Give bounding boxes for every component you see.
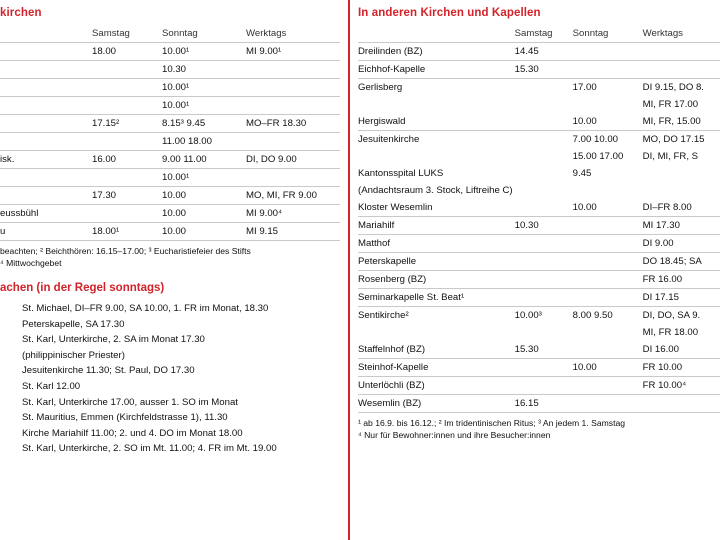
table-row (0, 223, 340, 241)
cell-sonntag: 10.00 (162, 187, 246, 205)
cell-samstag (515, 131, 573, 149)
cell-werktags: MI 9.00⁴ (246, 205, 340, 223)
cell-werktags: MI, FR 17.00 (642, 99, 699, 110)
cell-samstag (92, 169, 162, 187)
cell-sonntag (573, 271, 643, 289)
table-row (358, 199, 720, 217)
list-item: St. Karl, Unterkirche 17.00, ausser 1. SO im Monat (22, 396, 238, 408)
list-item: Jesuitenkirche 11.30; St. Paul, DO 17.30 (22, 365, 195, 377)
left-footnote-2: ⁴ Mittwochgebet (0, 257, 62, 268)
left-section-title: kirchen (0, 7, 42, 19)
cell-samstag (515, 289, 573, 307)
cell-sonntag: 9.45 (572, 168, 592, 179)
list-item: (philippinischer Priester) (22, 349, 125, 361)
cell-werktags: FR 16.00 (643, 271, 720, 289)
col-header-samstag: Samstag (515, 26, 573, 43)
table-row (0, 43, 340, 61)
cell-samstag: 17.15² (92, 115, 162, 133)
cell-werktags: MI, FR 18.00 (642, 327, 699, 338)
table-row (0, 79, 340, 97)
cell-werktags (643, 61, 720, 79)
col-header-church (358, 26, 515, 43)
cell-werktags: MI 9.15 (246, 223, 340, 241)
cell-werktags: DI, DO 9.00 (246, 151, 340, 169)
table-row (358, 113, 720, 131)
cell-church: Seminarkapelle St. Beat¹ (358, 289, 515, 307)
table-row (358, 79, 720, 97)
cell-samstag: 18.00 (92, 43, 162, 61)
cell-werktags (643, 182, 720, 199)
cell-werktags: MO–FR 18.30 (246, 115, 340, 133)
cell-sonntag: 10.00¹ (162, 169, 246, 187)
cell-sonntag (573, 182, 643, 199)
cell-church (358, 96, 515, 113)
cell-sonntag: 10.30 (162, 61, 246, 79)
table-row (0, 205, 340, 223)
cell-werktags (246, 97, 340, 115)
cell-sonntag: 10.00 (573, 199, 643, 217)
cell-werktags: DI 9.00 (643, 235, 720, 253)
cell-werktags: DI, DO, SA 9. (642, 310, 701, 321)
cell-sonntag (573, 96, 643, 113)
col-header-samstag: Samstag (92, 26, 162, 43)
list-item: Peterskapelle, SA 17.30 (22, 318, 125, 330)
cell-werktags: DI 16.00 (643, 341, 720, 359)
cell-samstag (515, 324, 573, 341)
cell-church: Hergiswald (358, 113, 515, 131)
cell-werktags: DI 9.15, DO 8. (642, 82, 704, 93)
table-row (358, 307, 720, 325)
col-header-sonntag: Sonntag (573, 26, 643, 43)
cell-werktags: DI–FR 8.00 (643, 199, 720, 217)
cell-samstag (515, 199, 573, 217)
cell-samstag (515, 79, 573, 97)
cell-werktags: FR 10.00 (643, 359, 720, 377)
list-item: St. Mauritius, Emmen (Kirchfeldstrasse 1), 11.30 (22, 412, 228, 424)
left-services-list (0, 301, 340, 457)
cell-sonntag: 9.00 11.00 (162, 151, 246, 169)
table-row (358, 377, 720, 395)
cell-sonntag: 10.00¹ (162, 97, 246, 115)
cell-werktags: MO, DO 17.15 (642, 134, 705, 145)
cell-sonntag (573, 377, 643, 395)
left-column (0, 0, 346, 457)
cell-sonntag (573, 235, 643, 253)
left-services-title: achen (in der Regel sonntags) (0, 282, 165, 294)
cell-samstag (515, 253, 573, 271)
table-row (358, 359, 720, 377)
cell-sonntag: 17.00 (572, 82, 597, 93)
left-footnotes (0, 241, 340, 269)
cell-church: Gerlisberg (358, 82, 403, 93)
table-row (0, 115, 340, 133)
cell-samstag: 15.30 (515, 341, 573, 359)
cell-samstag (92, 97, 162, 115)
table-row (358, 43, 720, 61)
col-header-church (0, 26, 92, 43)
col-header-sonntag: Sonntag (162, 26, 246, 43)
cell-werktags (246, 133, 340, 151)
cell-werktags (643, 43, 720, 61)
cell-church (0, 169, 92, 187)
table-row (0, 61, 340, 79)
cell-church: Rosenberg (BZ) (358, 271, 515, 289)
table-row (358, 235, 720, 253)
cell-werktags: DO 18.45; SA (643, 253, 720, 271)
list-item: Kirche Mariahilf 11.00; 2. und 4. DO im Monat 18.00 (22, 427, 243, 439)
cell-werktags (643, 165, 720, 182)
cell-church: Staffelnhof (BZ) (358, 341, 515, 359)
cell-sonntag (573, 341, 643, 359)
cell-sonntag: 15.00 17.00 (572, 151, 624, 162)
list-item: St. Karl 12.00 (22, 380, 81, 392)
cell-samstag (92, 61, 162, 79)
cell-samstag (515, 148, 573, 165)
cell-church: (Andachtsraum 3. Stock, Liftreihe C) (358, 185, 513, 196)
table-row (0, 151, 340, 169)
right-footnote-1: ¹ ab 16.9. bis 16.12.; ² Im tridentinischen Ritus; ³ An jedem 1. Samstag (358, 418, 626, 428)
cell-church: Dreilinden (BZ) (358, 43, 515, 61)
cell-samstag: 16.00 (92, 151, 162, 169)
cell-church: isk. (0, 151, 92, 169)
cell-samstag (515, 271, 573, 289)
cell-sonntag: 7.00 10.00 (572, 134, 618, 145)
table-header-row (358, 26, 720, 43)
cell-werktags: MI, FR, 15.00 (643, 113, 720, 131)
cell-church: Wesemlin (BZ) (358, 395, 515, 413)
cell-sonntag: 8.00 9.50 (572, 310, 613, 321)
table-row (0, 187, 340, 205)
cell-church: Eichhof-Kapelle (358, 61, 515, 79)
cell-church: Kloster Wesemlin (358, 199, 515, 217)
cell-werktags (643, 395, 720, 413)
table-row (0, 133, 340, 151)
table-row (358, 324, 720, 341)
cell-werktags: FR 10.00⁴ (643, 377, 720, 395)
table-row (358, 182, 720, 199)
cell-samstag (515, 235, 573, 253)
cell-church (0, 79, 92, 97)
list-item: St. Karl, Unterkirche, 2. SO im Mt. 11.00; 4. FR im Mt. 19.00 (22, 443, 277, 455)
cell-samstag (92, 133, 162, 151)
table-row (358, 131, 720, 149)
cell-samstag: 17.30 (92, 187, 162, 205)
cell-church (0, 97, 92, 115)
cell-church: Matthof (358, 235, 515, 253)
cell-samstag (515, 165, 573, 182)
table-header-row (0, 26, 340, 43)
col-header-werktags: Werktags (246, 26, 340, 43)
cell-sonntag: 10.00 (573, 359, 643, 377)
cell-sonntag: 10.00¹ (162, 79, 246, 97)
table-row (0, 169, 340, 187)
cell-sonntag (573, 253, 643, 271)
table-row (358, 395, 720, 413)
table-row (358, 341, 720, 359)
cell-church (358, 324, 515, 341)
cell-werktags (246, 61, 340, 79)
left-footnote-1: beachten; ² Beichthören: 16.15–17.00; ³ Eucharistiefeier des Stifts (0, 246, 251, 256)
cell-church: Unterlöchli (BZ) (358, 377, 515, 395)
table-row (0, 97, 340, 115)
cell-werktags: DI 17.15 (643, 289, 720, 307)
cell-werktags: MO, MI, FR 9.00 (246, 187, 340, 205)
cell-church (0, 133, 92, 151)
cell-werktags: MI 17.30 (643, 217, 720, 235)
cell-sonntag (573, 43, 643, 61)
cell-samstag (515, 377, 573, 395)
list-item: St. Michael, DI–FR 9.00, SA 10.00, 1. FR im Monat, 18.30 (22, 303, 269, 314)
table-row (358, 61, 720, 79)
cell-church: Sentikirche² (358, 310, 409, 321)
list-item: St. Karl, Unterkirche, 2. SA im Monat 17.30 (22, 334, 205, 346)
cell-sonntag: 11.00 18.00 (162, 133, 246, 151)
col-header-werktags: Werktags (643, 26, 720, 43)
cell-church: Jesuitenkirche (358, 134, 420, 145)
cell-sonntag (573, 217, 643, 235)
table-row (358, 165, 720, 182)
cell-sonntag (573, 324, 643, 341)
cell-samstag: 10.00³ (514, 310, 542, 321)
right-section-title: In anderen Kirchen und Kapellen (358, 7, 541, 19)
table-row (358, 148, 720, 165)
cell-church: Peterskapelle (358, 253, 515, 271)
cell-samstag (92, 205, 162, 223)
right-column (358, 0, 720, 441)
table-row (358, 271, 720, 289)
cell-sonntag (573, 395, 643, 413)
cell-sonntag: 8.15³ 9.45 (162, 115, 246, 133)
cell-samstag: 14.45 (515, 43, 573, 61)
cell-sonntag: 10.00 (573, 113, 643, 131)
cell-samstag (515, 182, 573, 199)
table-row (358, 289, 720, 307)
cell-samstag (92, 79, 162, 97)
right-footnotes (358, 413, 720, 441)
cell-samstag: 15.30 (515, 61, 573, 79)
cell-church: Kantonsspital LUKS (358, 168, 444, 179)
cell-werktags: DI, MI, FR, S (642, 151, 699, 162)
cell-church: eussbühl (0, 205, 92, 223)
cell-samstag (515, 96, 573, 113)
cell-sonntag (573, 61, 643, 79)
cell-church (0, 61, 92, 79)
cell-church: u (0, 223, 92, 241)
right-schedule-table (358, 26, 720, 413)
cell-sonntag: 10.00 (162, 205, 246, 223)
cell-church: Mariahilf (358, 217, 515, 235)
cell-samstag: 10.30 (515, 217, 573, 235)
cell-sonntag: 10.00¹ (162, 43, 246, 61)
cell-church (358, 148, 515, 165)
cell-sonntag: 10.00 (162, 223, 246, 241)
cell-church (0, 187, 92, 205)
cell-church: Steinhof-Kapelle (358, 359, 515, 377)
cell-werktags (246, 169, 340, 187)
cell-samstag (515, 359, 573, 377)
cell-sonntag (573, 289, 643, 307)
cell-samstag: 18.00¹ (92, 223, 162, 241)
right-footnote-2: ⁴ Nur für Bewohner:innen und ihre Besucher:innen (358, 429, 551, 440)
cell-werktags (246, 79, 340, 97)
table-row (358, 253, 720, 271)
cell-church (0, 43, 92, 61)
cell-werktags: MI 9.00¹ (246, 43, 340, 61)
cell-samstag (515, 113, 573, 131)
table-row (358, 96, 720, 113)
column-divider (348, 0, 350, 540)
left-schedule-table (0, 26, 340, 241)
cell-samstag: 16.15 (515, 395, 573, 413)
cell-church (0, 115, 92, 133)
table-row (358, 217, 720, 235)
